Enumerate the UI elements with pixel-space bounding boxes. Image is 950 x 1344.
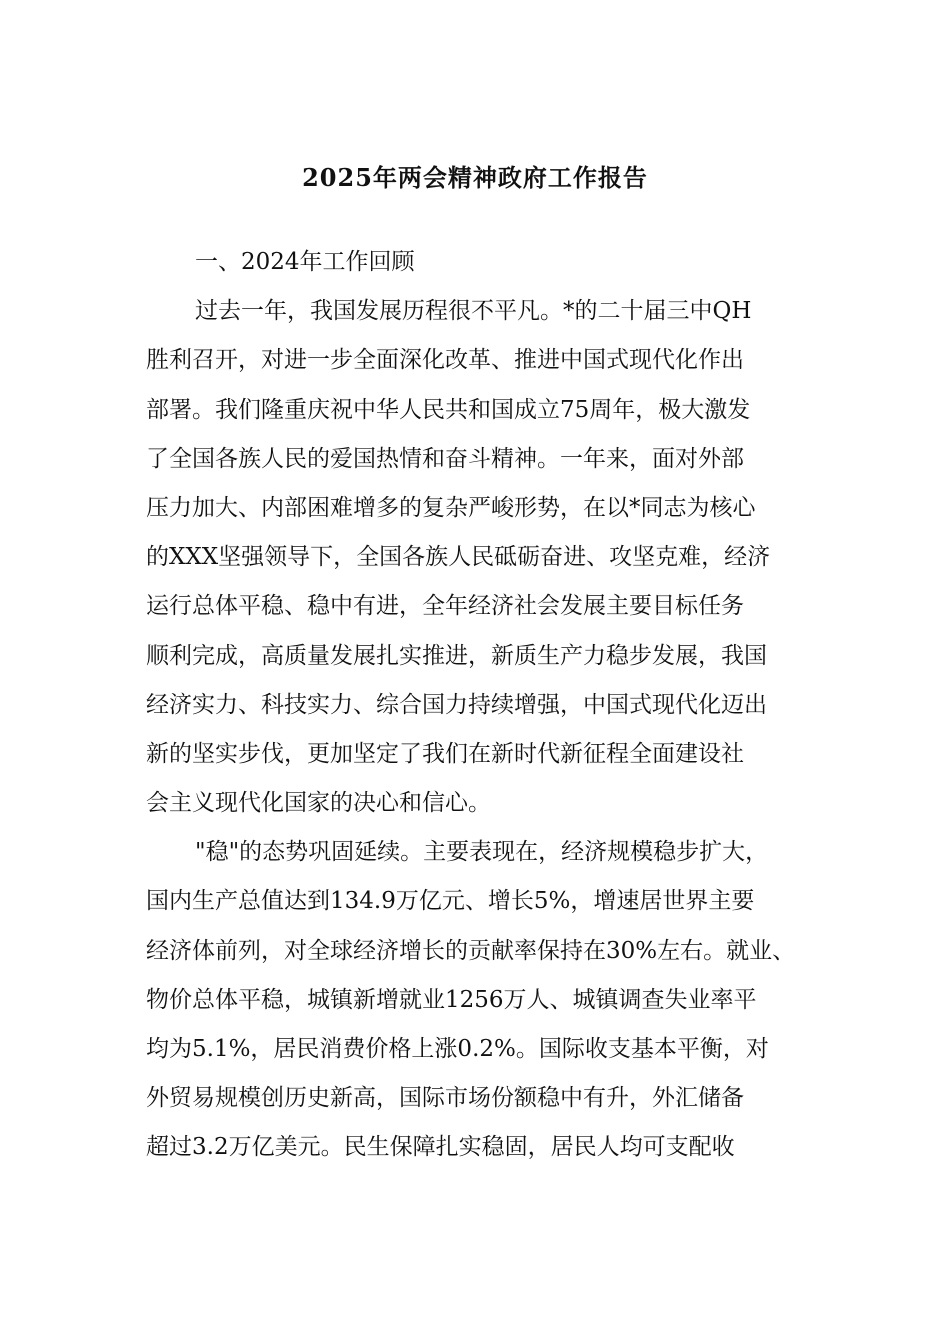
- paragraph-line: 了全国各族人民的爱国热情和奋斗精神。一年来，面对外部: [146, 445, 744, 472]
- paragraph-line: 会主义现代化国家的决心和信心。: [146, 790, 491, 817]
- paragraph-line: 压力加大、内部困难增多的复杂严峻形势，在以*同志为核心: [146, 494, 756, 521]
- paragraph-line: 的XXX坚强领导下，全国各族人民砥砺奋进、攻坚克难，经济: [146, 544, 771, 571]
- document-body: [146, 238, 806, 1173]
- paragraph-line: 经济体前列，对全球经济增长的贡献率保持在30%左右。就业、: [146, 937, 796, 964]
- document-title: 2025年两会精神政府工作报告: [302, 163, 648, 192]
- paragraph-line: 顺利完成，高质量发展扎实推进，新质生产力稳步发展，我国: [146, 642, 767, 669]
- paragraph-line: 外贸易规模创历史新高，国际市场份额稳中有升，外汇储备: [146, 1085, 744, 1112]
- paragraph-line: 部署。我们隆重庆祝中华人民共和国成立75周年，极大激发: [146, 396, 751, 423]
- paragraph-line: 新的坚实步伐，更加坚定了我们在新时代新征程全面建设社: [146, 740, 744, 767]
- paragraph-line: 胜利召开，对进一步全面深化改革、推进中国式现代化作出: [146, 347, 744, 374]
- paragraph-line: 运行总体平稳、稳中有进，全年经济社会发展主要目标任务: [146, 593, 744, 620]
- paragraph-line: "稳"的态势巩固延续。主要表现在，经济规模稳步扩大，: [195, 839, 769, 866]
- section-heading: 一、2024年工作回顾: [195, 249, 415, 275]
- paragraph-line: 物价总体平稳，城镇新增就业1256万人、城镇调查失业率平: [146, 986, 757, 1013]
- paragraph-line: 经济实力、科技实力、综合国力持续增强，中国式现代化迈出: [146, 691, 767, 718]
- paragraph-line: 均为5.1%，居民消费价格上涨0.2%。国际收支基本平衡，对: [146, 1036, 769, 1062]
- paragraph-line: 国内生产总值达到134.9万亿元、增长5%，增速居世界主要: [146, 888, 755, 915]
- paragraph-line: 超过3.2万亿美元。民生保障扎实稳固，居民人均可支配收: [146, 1134, 735, 1161]
- paragraph-line: 过去一年，我国发展历程很不平凡。*的二十届三中QH: [195, 298, 752, 325]
